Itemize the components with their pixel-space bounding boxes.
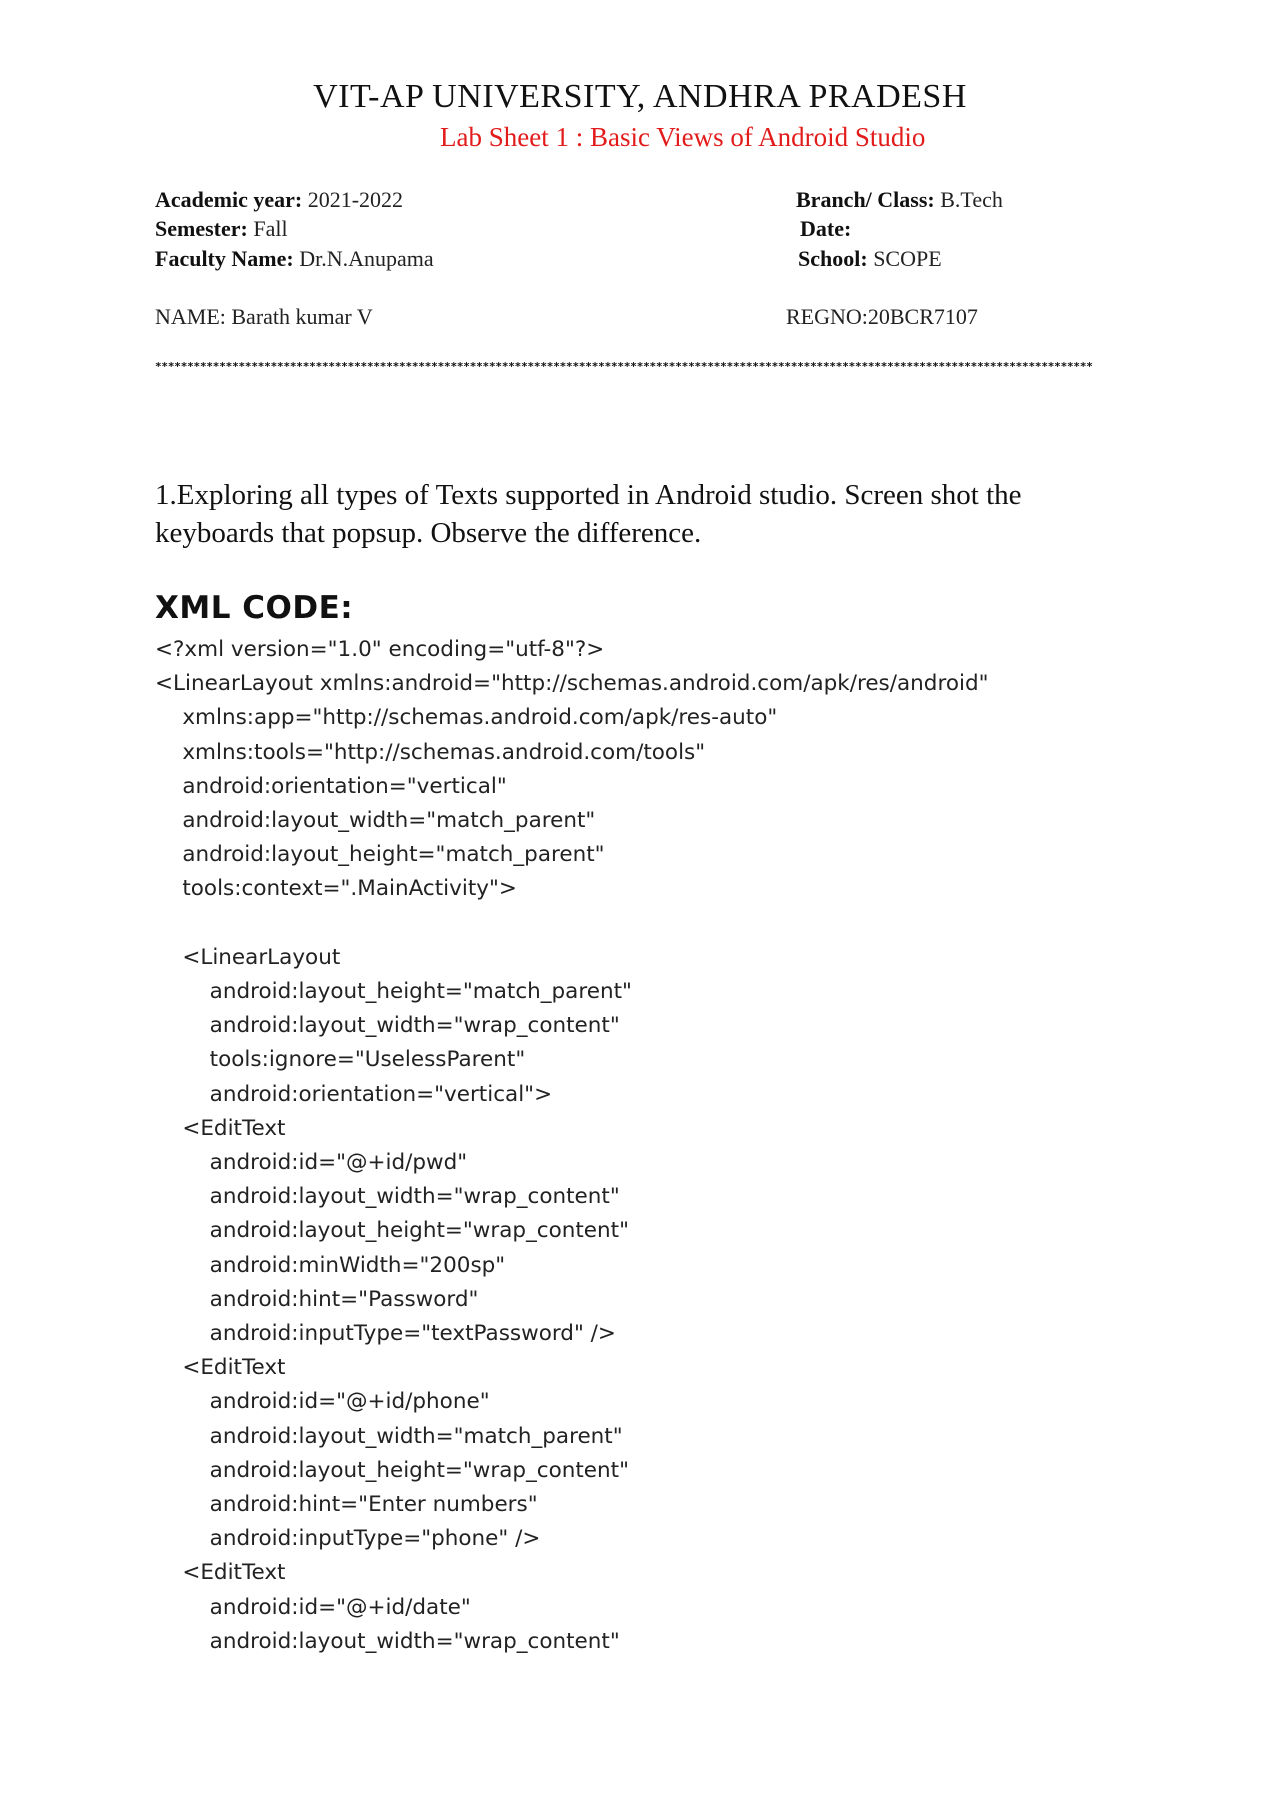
code-line: android:orientation="vertical" <box>155 773 507 799</box>
code-line: <EditText <box>155 1115 286 1141</box>
code-line: xmlns:app="http://schemas.android.com/apk/res-auto" <box>155 705 778 731</box>
code-line: android:inputType="textPassword" /> <box>155 1321 616 1347</box>
semester-value: Fall <box>253 216 288 241</box>
code-line: android:layout_width="wrap_content" <box>155 1184 620 1210</box>
code-line: android:layout_width="wrap_content" <box>155 1013 620 1039</box>
code-line: android:id="@+id/phone" <box>155 1389 490 1415</box>
code-line: <LinearLayout xmlns:android="http://schemas.android.com/apk/res/android" <box>155 671 989 697</box>
semester-row <box>155 216 288 242</box>
code-line: android:id="@+id/date" <box>155 1594 471 1620</box>
school-value: SCOPE <box>873 246 942 271</box>
xml-code-block <box>155 633 988 1659</box>
academic-year-label: Academic year: <box>155 187 303 212</box>
lab-sheet-title: Lab Sheet 1 : Basic Views of Android Studio <box>440 122 926 152</box>
code-line: xmlns:tools="http://schemas.android.com/tools" <box>155 739 706 765</box>
branch-label: Branch/ Class: <box>796 187 935 212</box>
code-line: android:layout_width="wrap_content" <box>155 1628 620 1654</box>
student-regno: REGNO:20BCR7107 <box>786 304 978 329</box>
branch-value: B.Tech <box>940 187 1003 212</box>
code-line: <?xml version="1.0" encoding="utf-8"?> <box>155 637 605 662</box>
question-text: 1.Exploring all types of Texts supported in Android studio. Screen shot the keyboards that popsup. Observe the difference. <box>155 479 1022 549</box>
code-line: android:layout_width="match_parent" <box>155 1423 623 1449</box>
code-line: android:minWidth="200sp" <box>155 1252 506 1278</box>
code-line: <EditText <box>155 1560 286 1586</box>
academic-year-row <box>155 187 403 213</box>
code-line: android:layout_width="match_parent" <box>155 808 596 834</box>
university-title: VIT-AP UNIVERSITY, ANDHRA PRADESH <box>313 78 967 115</box>
code-line: android:hint="Password" <box>155 1286 479 1312</box>
academic-year-value: 2021-2022 <box>307 187 404 212</box>
code-line: tools:context=".MainActivity"> <box>155 876 517 902</box>
code-line: android:orientation="vertical"> <box>155 1081 553 1107</box>
faculty-label: Faculty Name: <box>155 246 294 271</box>
code-line: android:hint="Enter numbers" <box>155 1492 538 1518</box>
code-line: <LinearLayout <box>155 944 341 970</box>
star-separator: ************************************************************************************************************************************************** <box>155 360 1093 373</box>
faculty-value: Dr.N.Anupama <box>299 246 434 271</box>
code-line <box>155 907 988 941</box>
school-row <box>798 246 942 272</box>
xml-code-heading: XML CODE: <box>155 590 354 626</box>
date-label: Date: <box>800 216 852 241</box>
branch-row <box>796 187 1003 213</box>
school-label: School: <box>798 246 868 271</box>
code-line: android:layout_height="match_parent" <box>155 979 632 1005</box>
code-line: android:id="@+id/pwd" <box>155 1150 468 1176</box>
student-name: NAME: Barath kumar V <box>155 304 373 329</box>
faculty-row <box>155 246 434 272</box>
semester-label: Semester: <box>155 216 248 241</box>
code-line: android:layout_height="match_parent" <box>155 842 605 868</box>
code-line: android:inputType="phone" /> <box>155 1526 541 1552</box>
code-line: <EditText <box>155 1355 286 1381</box>
code-line: android:layout_height="wrap_content" <box>155 1457 629 1483</box>
date-row <box>800 216 851 242</box>
code-line: android:layout_height="wrap_content" <box>155 1218 629 1244</box>
code-line: tools:ignore="UselessParent" <box>155 1047 526 1073</box>
